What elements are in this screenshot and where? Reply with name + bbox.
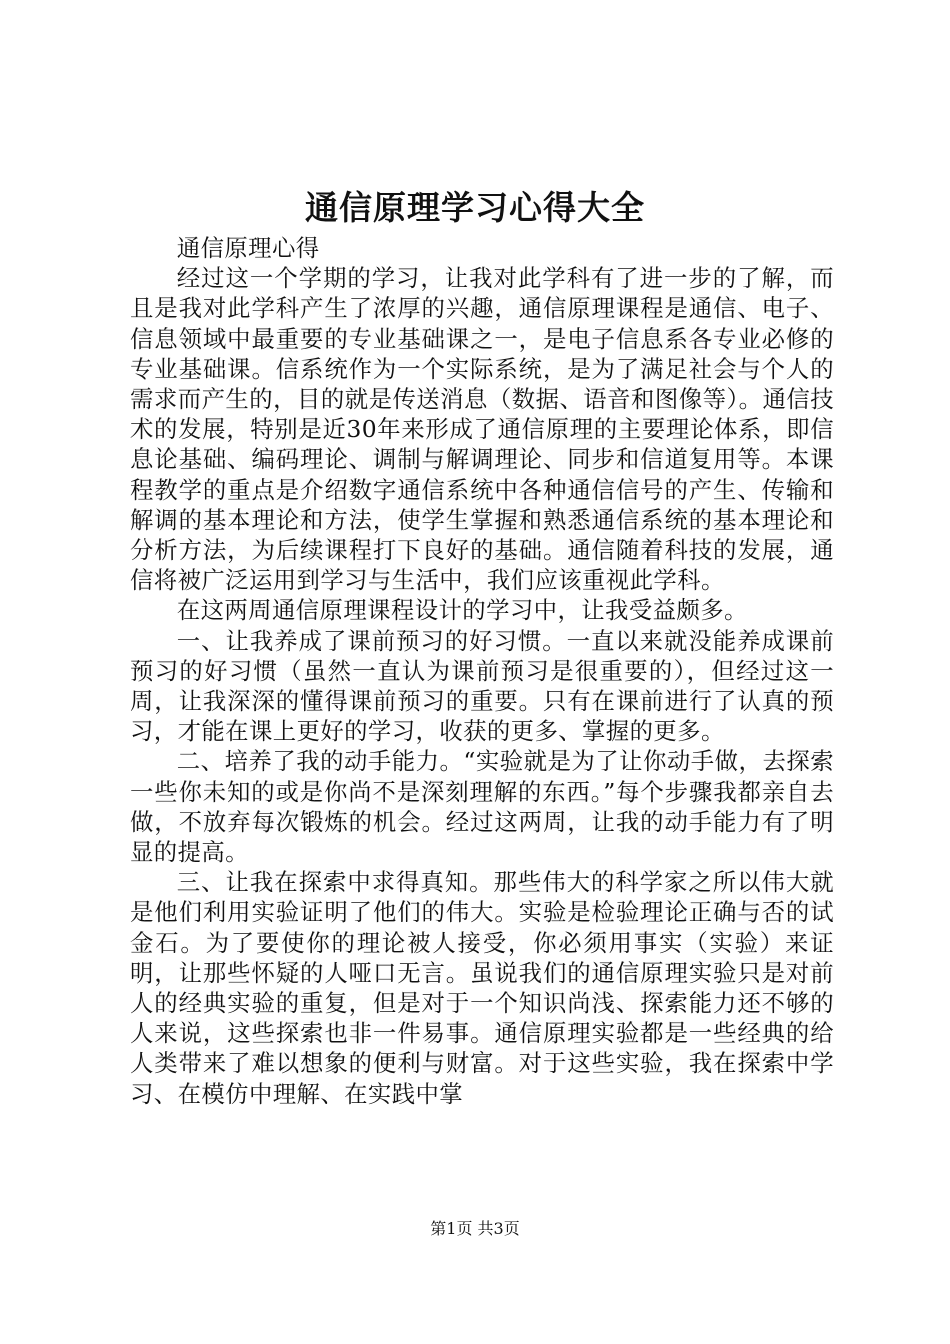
body-paragraph: 在这两周通信原理课程设计的学习中，让我受益颇多。 bbox=[176, 596, 748, 625]
section-heading: 通信原理心得 bbox=[176, 234, 320, 262]
body-paragraph: 一、让我养成了课前预习的好习惯。一直以来就没能养成课前预习的好习惯（虽然一直认为课前预习是很重要的），但经过这一周，让我深深的懂得课前预习的重要。只有在课前进行了认真的预习，才能在课上更好的学习，收获的更多、掌握的更多。 bbox=[130, 626, 834, 746]
document-body bbox=[130, 233, 834, 1109]
page-number-footer: 第1页 共3页 bbox=[430, 1219, 520, 1238]
document-title: 通信原理学习心得大全 bbox=[305, 188, 645, 227]
body-paragraph: 经过这一个学期的学习，让我对此学科有了进一步的了解，而且是我对此学科产生了浓厚的兴趣，通信原理课程是通信、电子、信息领域中最重要的专业基础课之一，是电子信息系各专业必修的专业基础课。信系统作为一个实际系统，是为了满足社会与个人的需求而产生的，目的就是传送消息（数据、语音和图像等）。通信技术的发展，特别是近30年来形成了通信原理的主要理论体系，即信息论基础、编码理论、调制与解调理论、同步和信道复用等。本课程教学的重点是介绍数字通信系统中各种通信信号的产生、传输和解调的基本理论和方法，使学生掌握和熟悉通信系统的基本理论和分析方法，为后续课程打下良好的基础。通信随着科技的发展，通信将被广泛运用到学习与生活中，我们应该重视此学科。 bbox=[130, 264, 834, 595]
body-paragraph: 二、培养了我的动手能力。“实验就是为了让你动手做，去探索一些你未知的或是你尚不是深刻理解的东西。”每个步骤我都亲自去做，不放弃每次锻炼的机会。经过这两周，让我的动手能力有了明显的提高。 bbox=[130, 747, 834, 867]
body-paragraph: 三、让我在探索中求得真知。那些伟大的科学家之所以伟大就是他们利用实验证明了他们的伟大。实验是检验理论正确与否的试金石。为了要使你的理论被人接受，你必须用事实（实验）来证明，让那些怀疑的人哑口无言。虽说我们的通信原理实验只是对前人的经典实验的重复，但是对于一个知识尚浅、探索能力还不够的人来说，这些探索也非一件易事。通信原理实验都是一些经典的给人类带来了难以想象的便利与财富。对于这些实验，我在探索中学习、在模仿中理解、在实践中掌 bbox=[130, 868, 834, 1108]
